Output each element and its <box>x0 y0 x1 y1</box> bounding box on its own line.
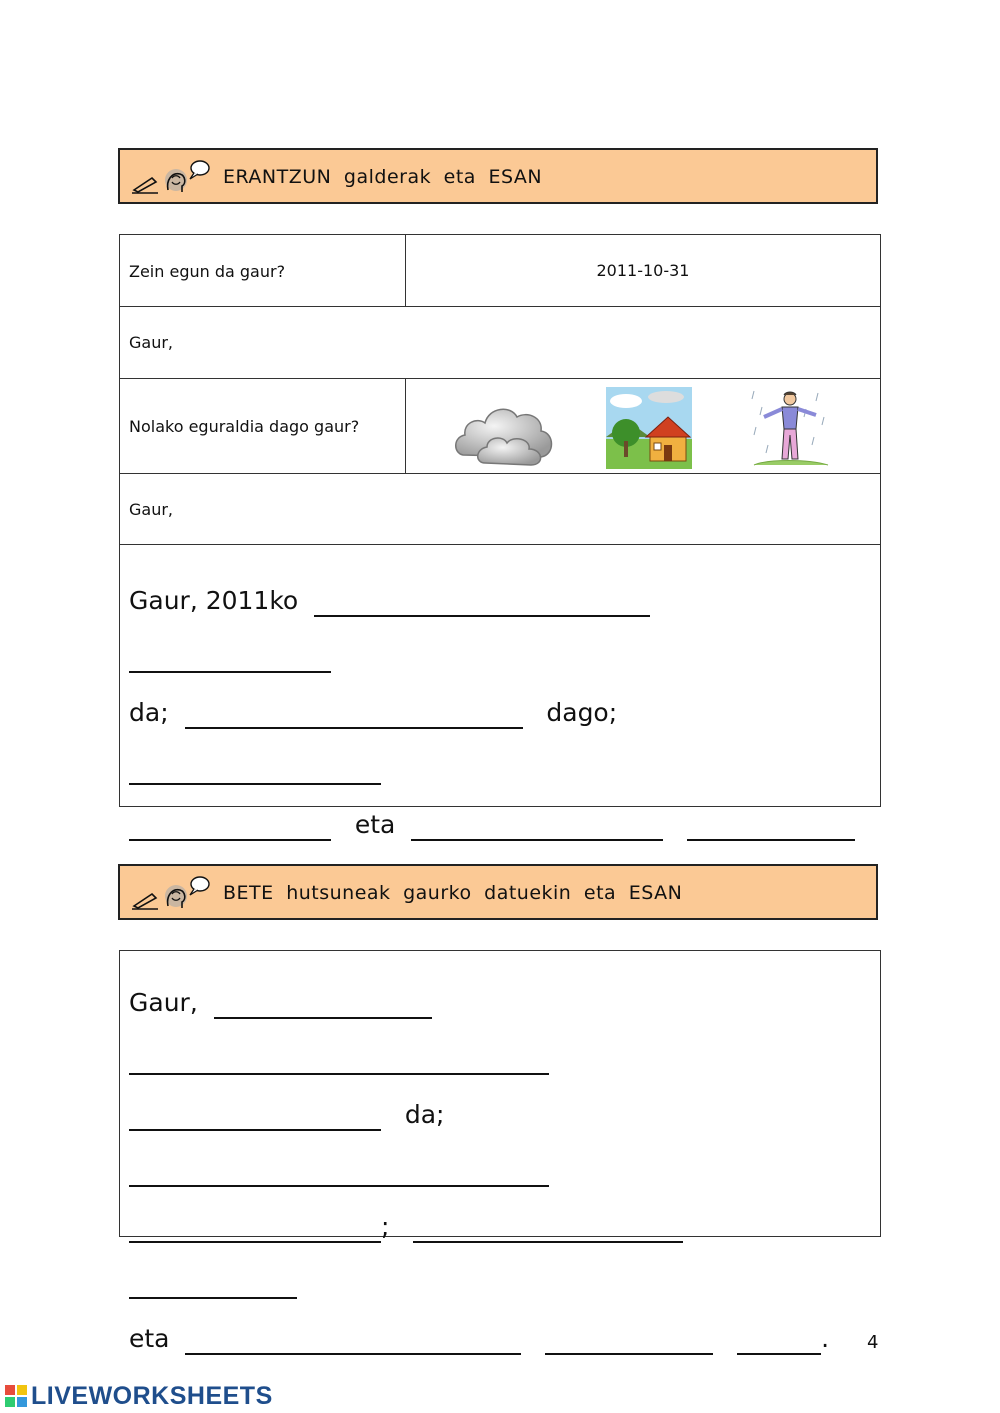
blank-line[interactable] <box>129 1211 381 1243</box>
blank-line[interactable] <box>411 809 663 841</box>
question-table <box>119 234 881 839</box>
blank-line[interactable] <box>687 809 855 841</box>
blank-line[interactable] <box>214 987 432 1019</box>
table-row <box>120 379 880 474</box>
section-header-answer <box>118 148 878 204</box>
fill-in-row <box>120 545 880 839</box>
section-title: ERANTZUN galderak eta ESAN <box>223 166 543 188</box>
brand-text: LIVEWORKSHEETS <box>31 1381 273 1410</box>
table-row <box>120 235 880 307</box>
writing-speaking-icon <box>130 160 210 196</box>
blank-line[interactable] <box>314 585 650 617</box>
table-row <box>120 307 880 379</box>
blank-line[interactable] <box>129 1155 549 1187</box>
table-row <box>120 474 880 545</box>
fill-in-table <box>119 950 881 1353</box>
brand-logo <box>5 1382 273 1410</box>
liveworksheets-logo-icon <box>5 1385 27 1407</box>
blank-line[interactable] <box>129 1043 549 1075</box>
question-weather: Nolako eguraldia dago gaur? <box>129 417 360 436</box>
blank-line[interactable] <box>129 753 381 785</box>
blank-line[interactable] <box>129 1267 297 1299</box>
blank-line[interactable] <box>185 697 523 729</box>
section-title: BETE hutsuneak gaurko datuekin eta ESAN <box>223 882 683 904</box>
person-in-rain-icon <box>748 387 832 469</box>
blank-line[interactable] <box>129 1099 381 1131</box>
house-landscape-icon <box>606 387 692 469</box>
blank-line[interactable] <box>737 1323 821 1355</box>
blank-line[interactable] <box>129 809 331 841</box>
fill-in-sentence: Gaur, da; ; eta . <box>129 988 830 1353</box>
cloud-icon <box>451 393 557 469</box>
answer-line-label: Gaur, <box>129 500 174 519</box>
answer-line-label: Gaur, <box>129 333 174 352</box>
section-header-fill <box>118 864 878 920</box>
blank-line[interactable] <box>129 641 331 673</box>
writing-speaking-icon <box>130 876 210 912</box>
blank-line[interactable] <box>545 1323 713 1355</box>
fill-in-sentence: Gaur, 2011ko da; dago; eta <box>129 573 872 909</box>
answer-date: 2011-10-31 <box>596 261 690 280</box>
page-number: 4 <box>867 1332 879 1353</box>
blank-line[interactable] <box>185 1323 521 1355</box>
question-day: Zein egun da gaur? <box>129 262 286 281</box>
blank-line[interactable] <box>413 1211 683 1243</box>
